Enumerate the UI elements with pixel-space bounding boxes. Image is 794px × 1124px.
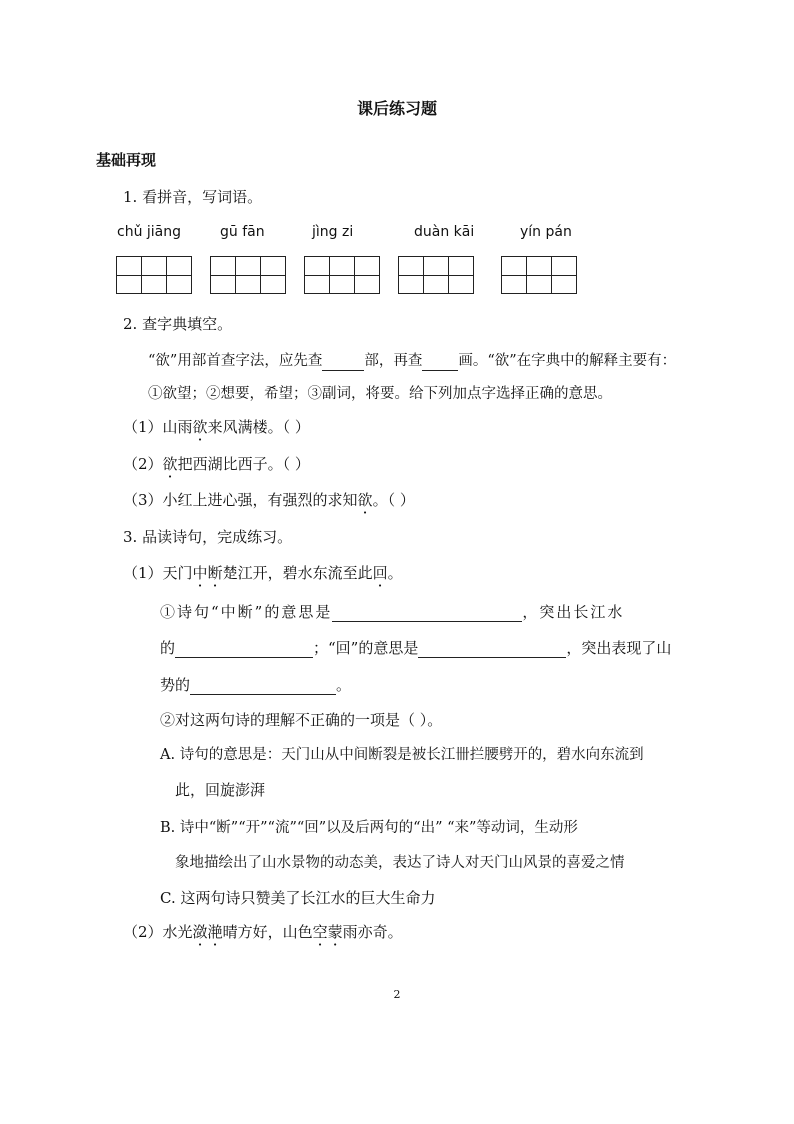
option-b-line2: 象地描绘出了山水景物的动态美，表达了诗人对天门山风景的喜爱之情	[175, 855, 625, 871]
q3-poem-2: （2）水光潋滟晴方好，山色空蒙雨亦奇。	[123, 923, 403, 941]
q3-sub2: ②对这两句诗的理解不正确的一项是（ ）。	[160, 711, 443, 729]
q3-poem-1: （1）天门中断楚江开，碧水东流至此回。	[123, 564, 403, 582]
blank-zhongduan[interactable]	[332, 605, 522, 622]
q1-stem: 1. 看拼音，写词语。	[123, 188, 263, 206]
option-c: C. 这两句诗只赞美了长江水的巨大生命力	[160, 889, 436, 907]
page-title: 课后练习题	[356, 99, 437, 118]
blank-mountain[interactable]	[190, 678, 336, 695]
option-a-line1: A. 诗句的意思是：天门山从中间断裂是被长江卌拦腰劈开的，碧水向东流到	[160, 747, 644, 763]
writing-grid-3[interactable]	[304, 256, 380, 294]
pinyin-5: yín pán	[520, 224, 572, 240]
q2-item-1: （1）山雨欲来风满楼。（ ）	[123, 418, 310, 436]
pinyin-1: chǔ jiāng	[117, 224, 182, 240]
option-b-line1: B. 诗中“断”“开”“流”“回”以及后两句的“出” “来”等动词，生动形	[160, 820, 578, 836]
page-number: 2	[393, 988, 401, 1001]
blank-river[interactable]	[175, 641, 313, 658]
pinyin-2: gū fān	[220, 224, 265, 240]
blank-strokes[interactable]	[422, 354, 458, 371]
q3-sub1-line1: ①诗句“中断”的意思是 ，突出长江水	[160, 603, 625, 621]
q2-stem: 2. 查字典填空。	[123, 315, 233, 333]
pinyin-3: jìng zi	[312, 224, 354, 240]
q3-sub1-line3: 势的 。	[160, 676, 352, 694]
blank-hui[interactable]	[418, 641, 566, 658]
q3-stem: 3. 品读诗句，完成练习。	[123, 528, 293, 546]
pinyin-4: duàn kāi	[414, 224, 475, 240]
writing-grid-5[interactable]	[501, 256, 577, 294]
q2-line1: “欲”用部首查字法，应先查 部，再查 画。“欲”在字典中的解释主要有：	[148, 353, 677, 369]
option-a-line2: 此，回旋澎湃	[175, 781, 266, 799]
q2-line2: ①欲望；②想要，希望；③副词，将要。给下列加点字选择正确的意思。	[148, 386, 612, 402]
writing-grid-1[interactable]	[116, 256, 192, 294]
q2-item-2: （2）欲把西湖比西子。（ ）	[123, 455, 310, 473]
blank-radical[interactable]	[322, 354, 364, 371]
writing-grid-4[interactable]	[398, 256, 474, 294]
q2-item-3: （3）小红上进心强，有强烈的求知欲。（ ）	[123, 491, 415, 509]
q3-sub1-line2: 的 ；“回”的意思是 ，突出表现了山	[160, 639, 672, 657]
writing-grid-2[interactable]	[210, 256, 286, 294]
section-heading: 基础再现	[96, 151, 157, 169]
